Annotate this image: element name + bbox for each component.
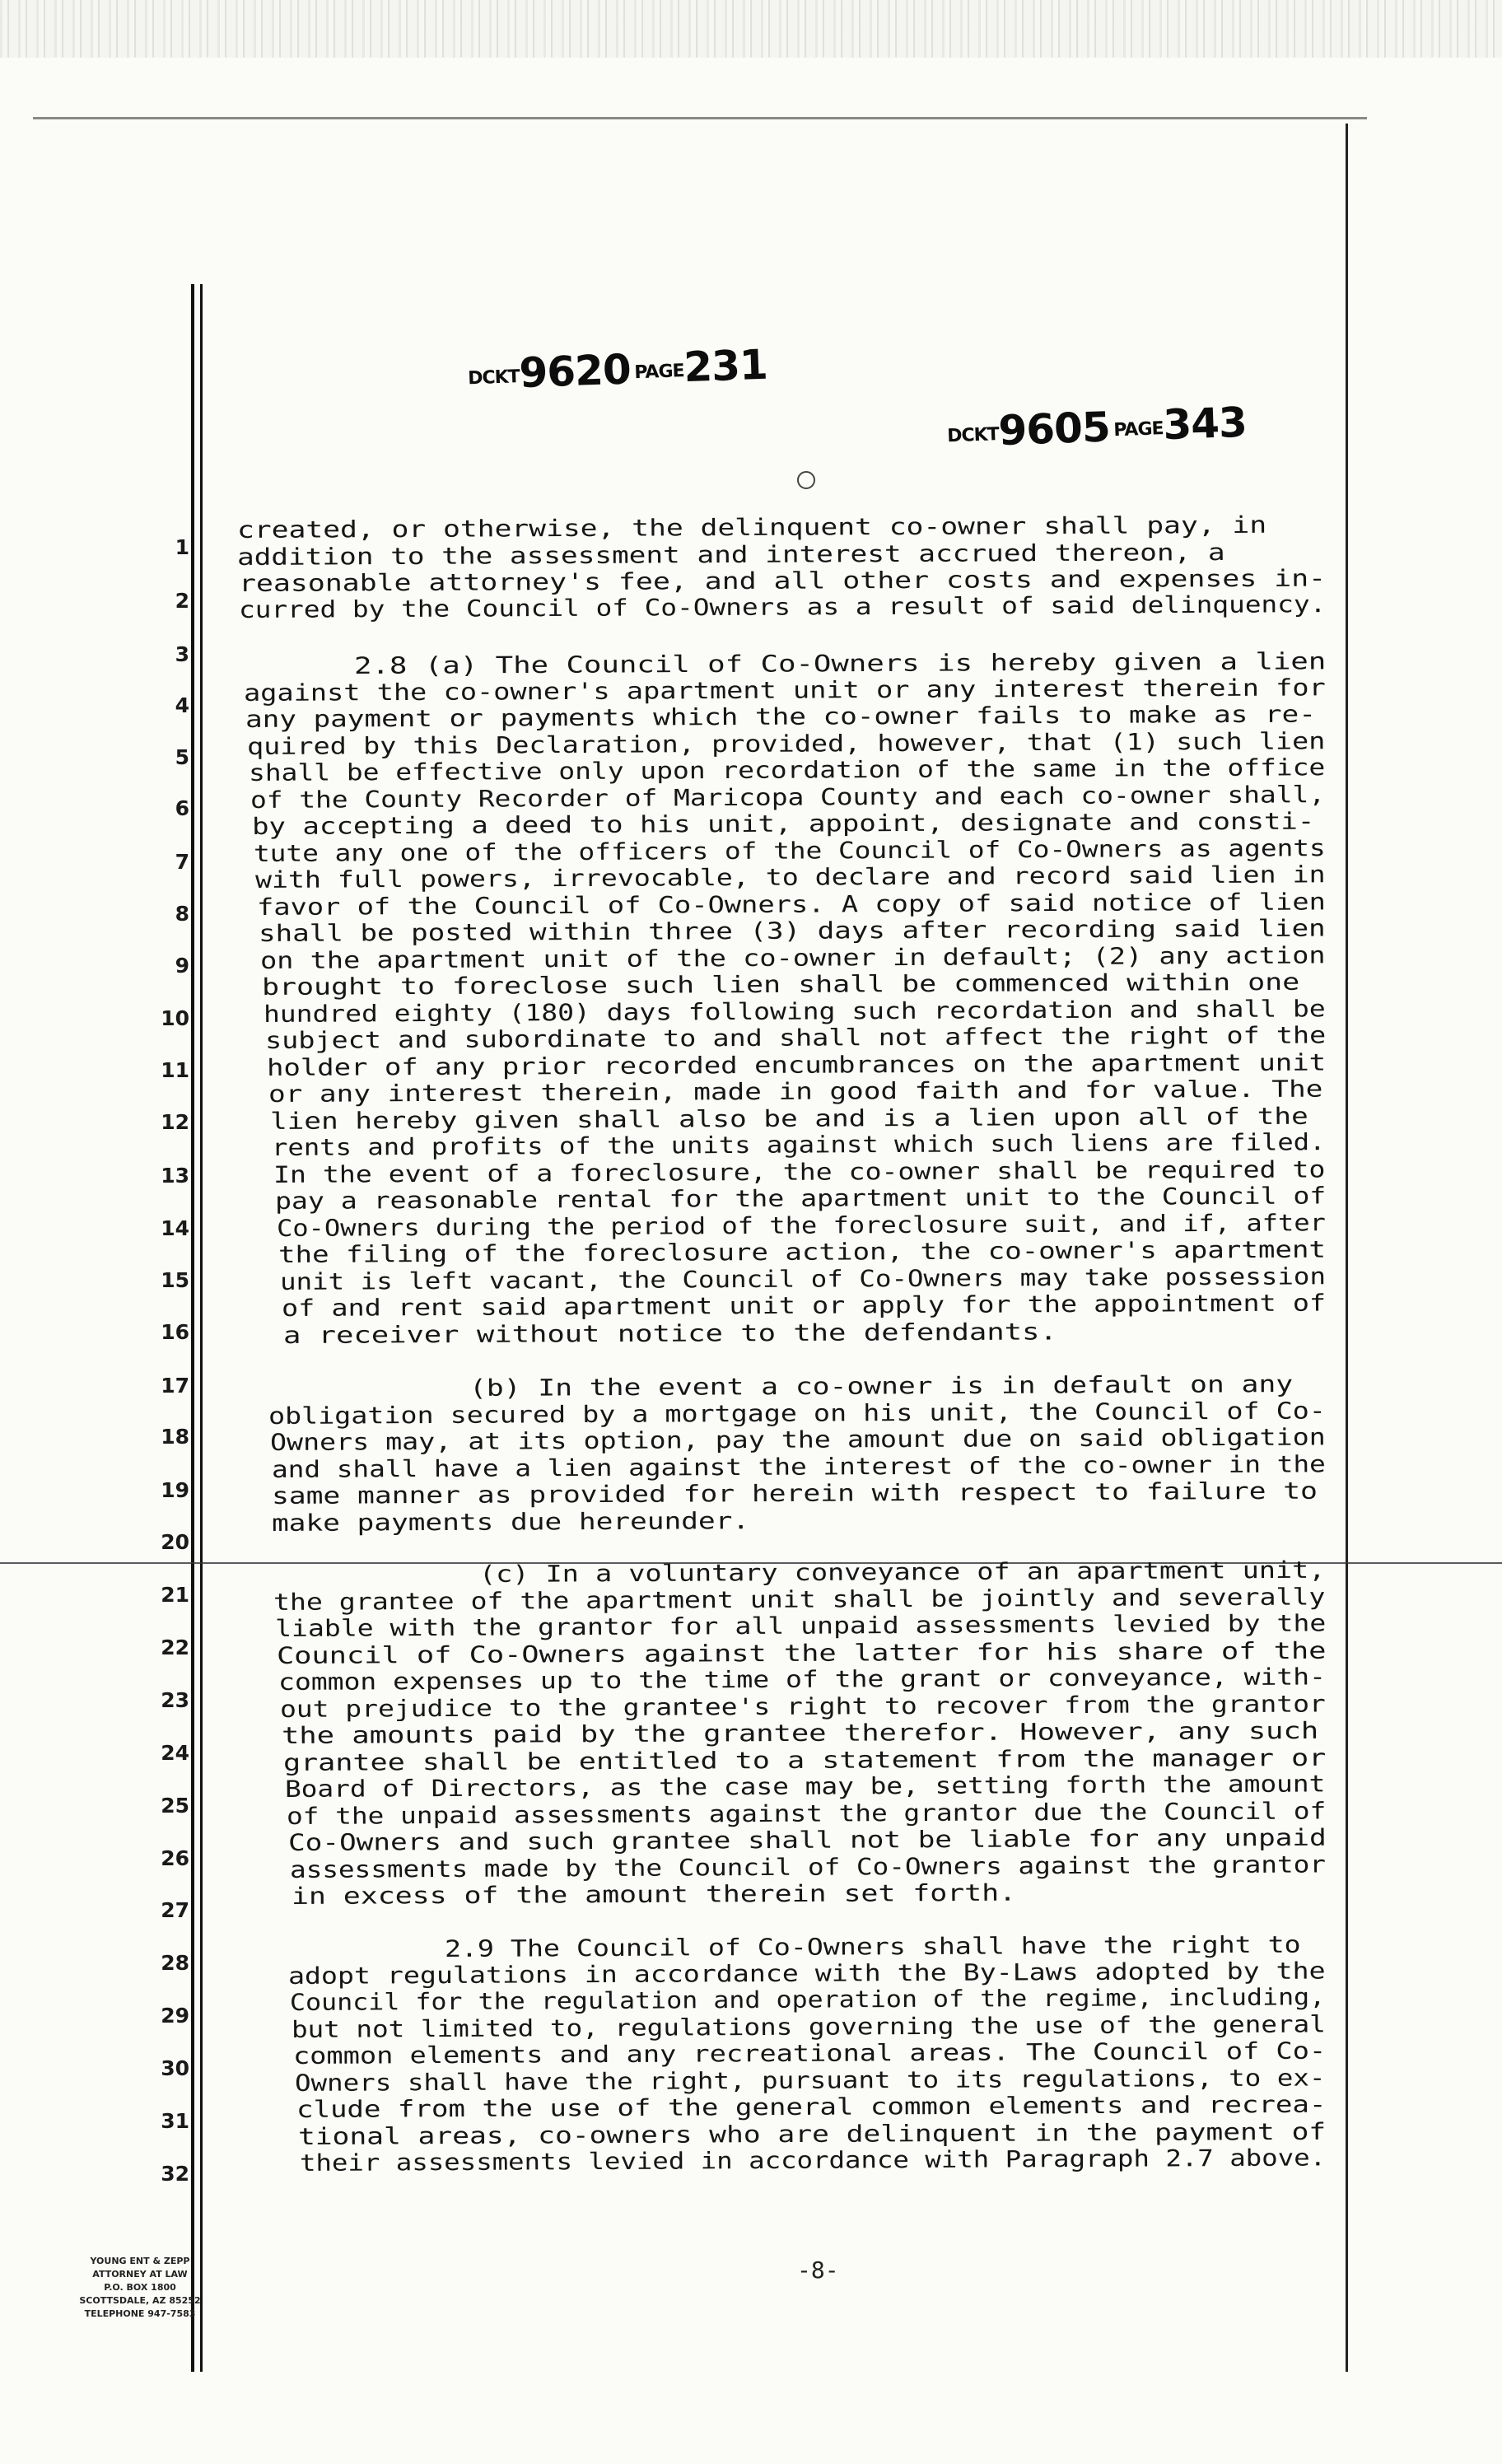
line-number: 3 (175, 642, 189, 666)
text-line: Council of Co-Owners against the latter for his share of the (276, 1636, 1327, 1669)
attorney-line: SCOTTSDALE, AZ 85252 (79, 2295, 201, 2306)
text-line: of the County Recorder of Maricopa County and each co-owner shall, (250, 781, 1326, 814)
line-number: 19 (161, 1478, 189, 1502)
margin-rule-right (1346, 124, 1348, 2372)
docket-label: DCKT (946, 424, 1000, 447)
line-number: 27 (161, 1898, 189, 1922)
text-line: addition to the assessment and interest accrued thereon, a (236, 539, 1225, 571)
attorney-block (41, 2255, 239, 2321)
text-line: 2.8 (a) The Council of Co-Owners is hereby given a lien (353, 647, 1327, 679)
line-number: 14 (161, 1216, 189, 1240)
text-line: subject and subordinate to and shall not affect the right of the (264, 1021, 1327, 1054)
line-number: 4 (175, 693, 189, 717)
text-line: shall be posted within three (3) days after recording said lien (258, 914, 1326, 947)
text-line: but not limited to, regulations governing the use of the general (291, 2010, 1326, 2043)
attorney-line: YOUNG ENT & ZEPP (90, 2256, 190, 2266)
text-line: of and rent said apartment unit or apply for the appointment of (281, 1289, 1327, 1322)
text-line: (b) In the event a co-owner is in default on any (469, 1370, 1294, 1402)
text-line: Board of Directors, as the case may be, setting forth the amount (284, 1770, 1326, 1803)
text-line: their assessments levied in accordance with Paragraph 2.7 above. (299, 2144, 1327, 2177)
text-line: rents and profits of the units against which such liens are filed. (271, 1128, 1326, 1161)
text-line: (c) In a voluntary conveyance of an apartment unit, (478, 1556, 1326, 1588)
line-number: 17 (161, 1374, 189, 1398)
text-line: lien hereby given shall also be and is a lien upon all of the (269, 1102, 1308, 1135)
line-number: 26 (161, 1846, 189, 1870)
line-number: 2 (175, 589, 189, 613)
text-line: Owners may, at its option, pay the amount due on said obligation (269, 1423, 1326, 1456)
text-line: Owners shall have the right, pursuant to its regulations, to ex- (294, 2064, 1326, 2097)
text-line: shall be effective only upon recordation of the same in the office (248, 754, 1326, 786)
attorney-line: ATTORNEY AT LAW (92, 2269, 188, 2280)
text-line: 2.9 The Council of Co-Owners shall have the right to (444, 1930, 1301, 1962)
text-line: pay a reasonable rental for the apartment unit to the Council of (274, 1182, 1327, 1215)
text-line: any payment or payments which the co-owner fails to make as re- (245, 700, 1317, 733)
text-line: the amounts paid by the grantee therefor. However, any such (281, 1716, 1319, 1749)
docket-stamp-2 (946, 399, 1248, 457)
line-number: 1 (175, 535, 189, 559)
docket-number: 9620 (518, 345, 632, 398)
line-number: 5 (175, 745, 189, 769)
line-number: 13 (161, 1164, 189, 1188)
punch-mark (797, 471, 815, 489)
line-number: 8 (175, 902, 189, 926)
text-line: and shall have a lien against the interest of the co-owner in the (271, 1450, 1326, 1483)
margin-rule-left (191, 284, 194, 2372)
docket-label: DCKT (467, 366, 520, 390)
text-line: favor of the Council of Co-Owners. A copy of said notice of lien (256, 888, 1326, 921)
top-rule (33, 117, 1367, 119)
line-number: 32 (161, 2162, 189, 2186)
line-number: 21 (161, 1583, 189, 1607)
text-line: a receiver without notice to the defendants. (282, 1318, 1057, 1349)
line-number: 16 (161, 1320, 189, 1344)
line-number: 7 (175, 850, 189, 874)
docket-stamp-1 (467, 341, 768, 399)
page-label: PAGE (1113, 418, 1164, 441)
line-number: 23 (161, 1688, 189, 1712)
text-line: out prejudice to the grantee's right to recover from the grantor (279, 1690, 1326, 1723)
line-number: 20 (161, 1530, 189, 1554)
text-line: or any interest therein, made in good faith and for value. The (268, 1075, 1323, 1108)
line-number: 11 (161, 1058, 189, 1082)
text-line: common expenses up to the time of the grant or conveyance, with- (278, 1663, 1327, 1696)
text-line: the filing of the foreclosure action, the co-owner's apartment (278, 1235, 1327, 1268)
text-line: tute any one of the officers of the Council of Co-Owners as agents (253, 834, 1326, 867)
line-number: 25 (161, 1794, 189, 1818)
text-line: liable with the grantor for all unpaid assessments levied by the (274, 1609, 1327, 1642)
line-number: 22 (161, 1636, 189, 1659)
text-line: obligation secured by a mortgage on his unit, the Council of Co- (268, 1397, 1326, 1430)
text-line: reasonable attorney's fee, and all other costs and expenses in- (238, 564, 1327, 597)
text-line: unit is left vacant, the Council of Co-Owners may take possession (279, 1262, 1327, 1295)
text-line: Co-Owners and such grantee shall not be liable for any unpaid (287, 1823, 1327, 1856)
docket-number: 9605 (997, 403, 1111, 455)
text-line: tional areas, co-owners who are delinquent in the payment of (297, 2117, 1327, 2150)
text-line: hundred eighty (180) days following such recordation and shall be (263, 995, 1326, 1028)
text-line: on the apartment unit of the co-owner in default; (2) any action (259, 941, 1326, 974)
line-number: 12 (161, 1110, 189, 1134)
attorney-line: P.O. BOX 1800 (104, 2282, 176, 2293)
text-line: In the event of a foreclosure, the co-owner shall be required to (273, 1155, 1326, 1188)
text-line: of the unpaid assessments against the grantor due the Council of (286, 1797, 1327, 1830)
text-line: clude from the use of the general common elements and recrea- (296, 2090, 1327, 2123)
text-line: same manner as provided for herein with respect to failure to (271, 1477, 1318, 1510)
text-line: common elements and any recreational areas. The Council of Co- (292, 2037, 1327, 2070)
line-number: 10 (161, 1006, 189, 1030)
text-line: Council for the regulation and operation of the regime, including, (289, 1983, 1326, 2016)
text-line: Co-Owners during the period of the foreclosure suit, and if, after (276, 1209, 1327, 1242)
text-line: assessments made by the Council of Co-Owners against the grantor (289, 1850, 1327, 1883)
text-line: quired by this Declaration, provided, however, that (1) such lien (246, 727, 1326, 760)
line-number: 30 (161, 2056, 189, 2080)
page-stamp-number: 231 (683, 340, 768, 392)
line-number: 28 (161, 1951, 189, 1975)
line-number: 18 (161, 1425, 189, 1449)
text-line: make payments due hereunder. (271, 1507, 750, 1537)
text-line: created, or otherwise, the delinquent co-owner shall pay, in (236, 511, 1267, 544)
page-number: -8- (797, 2256, 839, 2284)
page-stamp-number: 343 (1162, 398, 1248, 450)
line-number: 6 (175, 796, 189, 820)
text-line: brought to foreclose such lien shall be commenced within one (261, 968, 1300, 1001)
line-number: 9 (175, 954, 189, 978)
line-number: 29 (161, 2004, 189, 2028)
text-line: by accepting a deed to his unit, appoint, designate and consti- (251, 807, 1315, 840)
page-label: PAGE (633, 361, 684, 384)
text-line: with full powers, irrevocable, to declare and record said lien in (254, 861, 1326, 894)
text-line: against the co-owner's apartment unit or any interest therein for (243, 674, 1326, 707)
line-number: 31 (161, 2109, 189, 2133)
attorney-line: TELEPHONE 947-7583 (84, 2308, 196, 2319)
margin-rule-left-inner (200, 284, 203, 2372)
text-line: in excess of the amount therein set forth. (291, 1878, 1017, 1910)
line-number: 24 (161, 1741, 189, 1765)
text-line: holder of any prior recorded encumbrances on the apartment unit (266, 1048, 1327, 1081)
text-line: the grantee of the apartment unit shall be jointly and severally (273, 1583, 1326, 1616)
text-line: curred by the Council of Co-Owners as a result of said delinquency. (238, 590, 1327, 623)
text-line: adopt regulations in accordance with the By-Laws adopted by the (287, 1957, 1326, 1990)
scan-noise-band (0, 0, 1502, 58)
line-number: 15 (161, 1268, 189, 1292)
text-line: grantee shall be entitled to a statement from the manager or (282, 1743, 1327, 1776)
